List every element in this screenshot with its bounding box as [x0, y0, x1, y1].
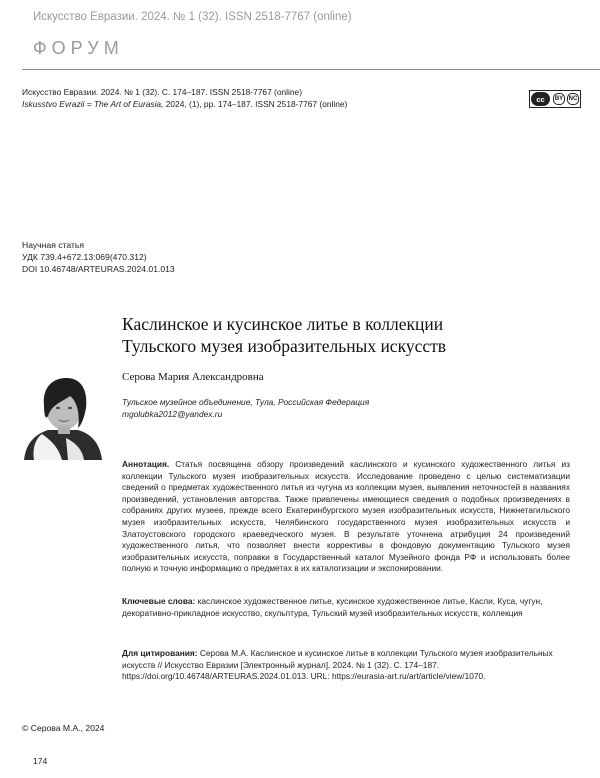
- author-email[interactable]: mgolubka2012@yandex.ru: [122, 409, 223, 419]
- header-divider: [22, 69, 600, 70]
- citation-en-details: 2024, (1), pp. 174–187. ISSN 2518-7767 (online): [163, 99, 348, 109]
- author-affiliation: Тульское музейное объединение, Тула, Российская Федерация: [122, 397, 370, 407]
- page-number: 174: [33, 756, 48, 766]
- copyright: © Серова М.А., 2024: [22, 723, 105, 733]
- abstract: [122, 459, 570, 575]
- abstract-text: Статья посвящена обзору произведений каслинского и кусинского художественного литья из коллекции Тульского музея изобразительных искусств. Исследование проведено с целью систематизации сведений о предметах художественного литья из чугуна из коллекции музея, выявления неточностей в названиях произведений, установления авторства. Также привлечены имеющиеся сведения о подобных произведениях в собраниях других музеев, прежде всего Екатеринбургского музея изобразительных искусств, Нижнетагильского музея изобразительных искусств, Челябинского государственного музея изобразительных искусств и Златоустовского городского краеведческого музея. В результате уточнена атрибуция 24 произведений художественного литья, что позволяет внести коррективы в фондовую документацию Тульского музея изобразительных искусств, поправки в Государственный каталог Музейного фонда РФ и использовать более полную и точную информацию о предметах в их каталогизации и экспонировании.: [122, 459, 570, 574]
- author-name: Серова Мария Александровна: [122, 371, 264, 383]
- section-title: ФОРУМ: [33, 38, 124, 58]
- citation-en: [22, 99, 347, 109]
- udc-code: УДК 739.4+672.13:069(470.312): [22, 252, 147, 262]
- author-photo: [22, 372, 104, 460]
- article-type: Научная статья: [22, 240, 85, 250]
- article-title-line-1: Каслинское и кусинское литье в коллекции: [122, 314, 444, 334]
- keywords: [122, 596, 570, 619]
- doi: DOI 10.46748/ARTEURAS.2024.01.013: [22, 264, 175, 274]
- cc-nc-icon: NC: [567, 93, 579, 105]
- how-to-cite-text: Серова М.А. Каслинское и кусинское литье в коллекции Тульского музея изобразительных искусств // Искусство Евразии [Электронный журнал]. 2024. № 1 (32). С. 174–187. https://doi.org/10.46748/ARTEURAS.2024.01.013. URL: https://eurasia-art.ru/art/article/view/1070.: [122, 648, 553, 682]
- journal-header-line: Искусство Евразии. 2024. № 1 (32). ISSN 2518-7767 (online): [33, 11, 352, 23]
- author-affiliation-block: [122, 396, 369, 420]
- citation-en-journal: Iskusstvo Evrazii = The Art of Eurasia,: [22, 99, 164, 109]
- keywords-label: Ключевые слова:: [122, 596, 196, 606]
- keywords-text: каслинское художественное литье, кусинское художественное литье, Касли, Куса, чугун, декоративно-прикладное искусство, скульптура, Тульский музей изобразительных искусств, коллекция: [122, 596, 543, 618]
- abstract-label: Аннотация.: [122, 459, 170, 469]
- how-to-cite: [122, 648, 570, 683]
- how-to-cite-label: Для цитирования:: [122, 648, 198, 658]
- citation-ru: Искусство Евразии. 2024. № 1 (32). С. 174–187. ISSN 2518-7767 (online): [22, 87, 302, 97]
- article-title-line-2: Тульского музея изобразительных искусств: [122, 336, 447, 356]
- cc-icon: cc: [531, 92, 550, 106]
- cc-license-badge[interactable]: [529, 90, 581, 108]
- cc-by-icon: BY: [553, 93, 565, 105]
- article-title: [122, 313, 562, 357]
